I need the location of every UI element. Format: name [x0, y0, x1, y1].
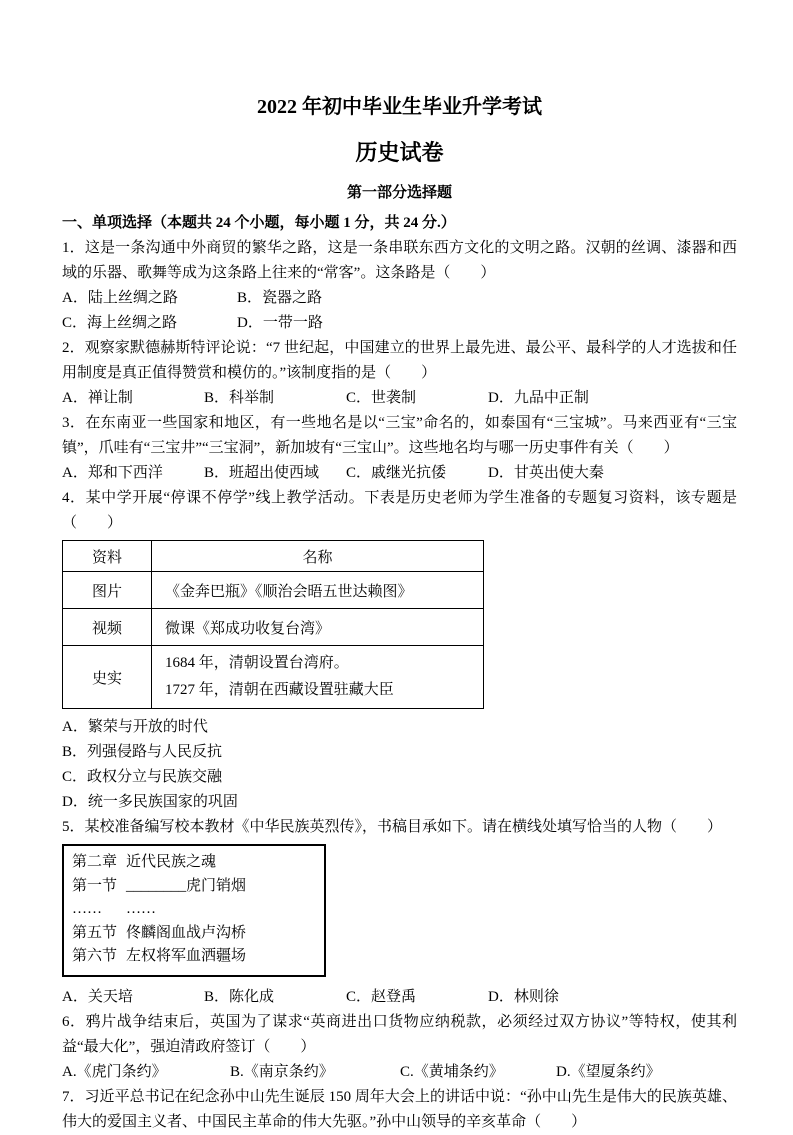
q3-stem: 3．在东南亚一些国家和地区，有一些地名是以“三宝”命名的，如泰国有“三宝城”。马来西亚有“三宝镇”，爪哇有“三宝井”“三宝洞”，新加坡有“三宝山”。这些地名均与哪一历史事件有关（ ） — [62, 415, 737, 456]
q5-option-a: A．关天培 — [62, 988, 133, 1005]
paper-title: 历史试卷 — [355, 140, 444, 165]
q4-option-a: A．繁荣与开放的时代 — [62, 719, 208, 735]
q4-option-d: D．统一多民族国家的巩固 — [62, 794, 238, 810]
q3-option-a: A．郑和下西洋 — [62, 465, 163, 481]
toc-line1-text: 近代民族之魂 — [126, 854, 217, 870]
q4-row1-key: 图片 — [63, 572, 152, 609]
q3-option-d: D．甘英出使大秦 — [488, 465, 604, 481]
q1-options-row-1 — [62, 286, 737, 311]
q4-table-col2-header: 名称 — [152, 541, 484, 572]
q4-table-col1-header: 资料 — [63, 541, 152, 572]
q4-row2-key: 视频 — [63, 609, 152, 646]
q3-option-c: C．戚继光抗倭 — [346, 465, 447, 481]
q6-option-a: A.《虎门条约》 — [62, 1063, 167, 1080]
q1-option-d: D．一带一路 — [237, 315, 323, 331]
q4-materials-table — [62, 540, 484, 709]
q4-row3-key: 史实 — [63, 646, 152, 709]
q1-option-c: C．海上丝绸之路 — [62, 315, 178, 331]
q5-options-row — [62, 985, 737, 1010]
q4-table-row-facts — [63, 646, 484, 709]
toc-line — [72, 945, 324, 969]
part-heading: 第一部分选择题 — [346, 185, 452, 201]
q2-option-b: B．科举制 — [204, 390, 275, 406]
q4-fact-line-2: 1727 年，清朝在西藏设置驻藏大臣 — [165, 682, 394, 698]
q4-row3-value — [152, 646, 484, 709]
q4-row1-value: 《金奔巴瓶》《顺治会晤五世达赖图》 — [152, 572, 484, 609]
toc-line4-label: 第五节 — [72, 924, 118, 941]
q6-stem: 6．鸦片战争结束后，英国为了谋求“英商进出口货物应纳税款，必须经过双方协议”等特权，使其利益“最大化”，强迫清政府签订（ ） — [62, 1013, 737, 1055]
toc-line2-label: 第一节 — [72, 877, 118, 894]
q5-option-d: D．林则徐 — [488, 988, 559, 1005]
toc-line5-text: 左权将军血洒疆场 — [126, 948, 247, 964]
q4-table-header-row — [63, 541, 484, 572]
toc-line5-label: 第六节 — [72, 948, 118, 964]
toc-line — [72, 851, 324, 875]
q3-option-b: B．班超出使西域 — [204, 465, 320, 481]
toc-line1-label: 第二章 — [72, 854, 118, 870]
q2-options-row — [62, 386, 737, 411]
toc-line — [72, 922, 324, 946]
toc-line3-text: …… — [126, 901, 156, 917]
q3-options-row — [62, 461, 737, 486]
toc-line4-text: 佟麟阁血战卢沟桥 — [126, 924, 247, 941]
q4-row2-value: 微课《郑成功收复台湾》 — [152, 609, 484, 646]
q5-option-b: B．陈化成 — [204, 988, 275, 1005]
q4-option-c: C．政权分立与民族交融 — [62, 769, 223, 785]
q2-option-d: D．九品中正制 — [488, 390, 589, 406]
q4-fact-line-1: 1684 年，清朝设置台湾府。 — [165, 655, 349, 671]
q6-options-row — [62, 1060, 737, 1085]
q4-stem: 4．某中学开展“停课不停学”线上教学活动。下表是历史老师为学生准备的专题复习资料，该专题是（ ） — [62, 490, 737, 531]
q1-stem: 1．这是一条沟通中外商贸的繁华之路，这是一条串联东西方文化的文明之路。汉朝的丝调、漆器和西域的乐器、歌舞等成为这条路上往来的“常客”。这条路是（ ） — [62, 240, 737, 281]
q4-table-row-video — [63, 609, 484, 646]
q5-option-c: C．赵登禹 — [346, 988, 417, 1005]
section-heading: 一、单项选择（本题共 24 个小题，每小题 1 分，共 24 分.） — [62, 215, 456, 231]
q5-toc-box — [62, 844, 326, 977]
exam-title: 2022 年初中毕业生毕业升学考试 — [257, 96, 542, 118]
toc-line — [72, 875, 324, 899]
toc-line — [72, 898, 324, 922]
toc-line3-label: …… — [72, 901, 102, 917]
q6-option-b: B.《南京条约》 — [230, 1063, 334, 1080]
q4-option-b: B．列强侵路与人民反抗 — [62, 744, 223, 760]
toc-line2-text-with-blank: ________虎门销烟 — [126, 877, 247, 894]
q2-option-c: C．世袭制 — [346, 390, 417, 406]
q4-table-row-picture — [63, 572, 484, 609]
q1-options-row-2 — [62, 311, 737, 336]
q7-stem: 7．习近平总书记在纪念孙中山先生诞辰 150 周年大会上的讲话中说：“孙中山先生是伟大的民族英雄、伟大的爱国主义者、中国民主革命的伟大先驱。”孙中山领导的辛亥革命（ ） — [62, 1088, 737, 1130]
q2-stem: 2．观察家默德赫斯特评论说：“7 世纪起，中国建立的世界上最先进、最公平、最科学的人才选拔和任用制度是真正值得赞赏和模仿的。”该制度指的是（ ） — [62, 340, 737, 381]
q6-option-c: C.《黄埔条约》 — [400, 1063, 504, 1080]
q1-option-b: B．瓷器之路 — [237, 290, 323, 306]
q6-option-d: D.《望厦条约》 — [556, 1063, 661, 1080]
q2-option-a: A．禅让制 — [62, 390, 133, 406]
q5-stem: 5．某校准备编写校本教材《中华民族英烈传》，书稿目承如下。请在横线处填写恰当的人物（ ） — [62, 819, 723, 835]
q1-option-a: A．陆上丝绸之路 — [62, 290, 178, 306]
